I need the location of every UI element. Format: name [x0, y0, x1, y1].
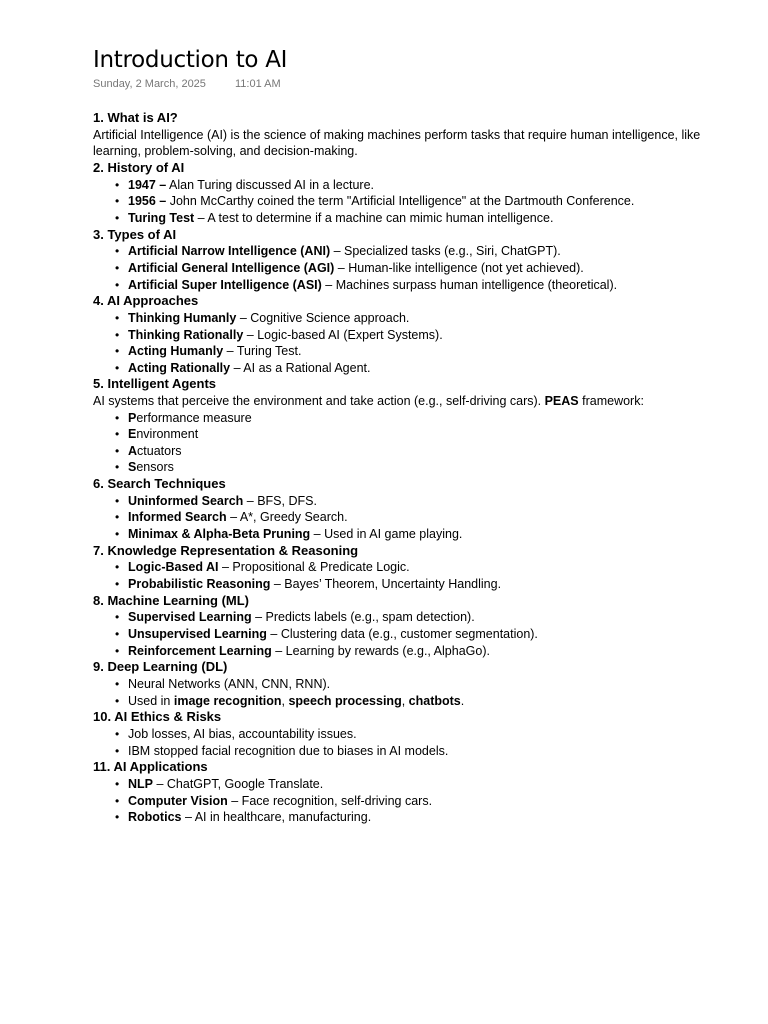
bold-text: Supervised Learning [128, 610, 252, 625]
bullet-list [93, 310, 738, 376]
bold-text: Minimax & Alpha-Beta Pruning [128, 527, 311, 542]
bullet-list [93, 177, 738, 227]
section-heading: 8. Machine Learning (ML) [93, 592, 250, 608]
bold-text: Thinking Humanly [128, 310, 237, 325]
section-heading: 1. What is AI? [93, 110, 178, 125]
bold-text: Artificial General Intelligence (AGI) [128, 260, 335, 275]
text-run: – Face recognition, self-driving cars. [227, 793, 433, 808]
list-item [128, 243, 738, 260]
text-run: John McCarthy coined the term "Artificial Intelligence" at the Dartmouth Conference. [166, 194, 635, 209]
bullet-list [93, 559, 738, 592]
list-item [128, 793, 738, 810]
list-item [128, 410, 738, 427]
text-run: – Logic-based AI (Expert Systems). [243, 327, 443, 342]
text-run: Used in [128, 693, 174, 708]
text-run: – AI in healthcare, manufacturing. [181, 810, 372, 825]
text-run: ensors [136, 460, 174, 475]
bold-text: Thinking Rationally [128, 327, 244, 342]
list-item [128, 426, 738, 443]
section-heading: 10. AI Ethics & Risks [93, 709, 222, 725]
bold-text: Probabilistic Reasoning [128, 577, 271, 592]
section-heading: 5. Intelligent Agents [93, 376, 217, 392]
bold-text: Artificial Narrow Intelligence (ANI) [128, 244, 331, 259]
bold-text: NLP [128, 776, 153, 791]
note-time: 11:01 AM [234, 78, 281, 90]
bold-text: Unsupervised Learning [128, 627, 267, 642]
list-item [128, 743, 738, 760]
text-run: IBM stopped facial recognition due to biases in AI models. [128, 743, 449, 758]
section-paragraph [93, 127, 738, 160]
list-item [128, 360, 738, 377]
list-item [128, 260, 738, 277]
list-item [128, 776, 738, 793]
section-heading: 9. Deep Learning (DL) [93, 659, 228, 675]
page-title[interactable]: Introduction to AI [93, 47, 288, 73]
bold-text: E [128, 427, 137, 442]
bold-text: Acting Humanly [128, 344, 224, 359]
bullet-list [93, 609, 738, 659]
text-run: erformance measure [136, 410, 252, 425]
text-run: – A*, Greedy Search. [226, 510, 348, 525]
section-heading: 4. AI Approaches [93, 293, 199, 309]
text-run: Neural Networks (ANN, CNN, RNN). [128, 677, 331, 692]
bold-text: speech processing [288, 693, 402, 708]
bold-text: PEAS [544, 394, 579, 409]
text-run: Alan Turing discussed AI in a lecture. [166, 177, 374, 192]
text-run: – ChatGPT, Google Translate. [153, 776, 324, 791]
note-date: Sunday, 2 March, 2025 [93, 78, 206, 90]
text-run: – Propositional & Predicate Logic. [218, 560, 410, 575]
bold-text: image recognition [173, 693, 282, 708]
list-item [128, 443, 738, 460]
list-item [128, 210, 738, 227]
list-item [128, 643, 738, 660]
text-run: , [401, 693, 409, 708]
list-item [128, 493, 738, 510]
text-run: Artificial Intelligence (AI) is the science of making machines perform tasks that require human intelligence, like learning, problem-solving, and decision-making. [93, 127, 701, 159]
bold-text: Robotics [128, 810, 182, 825]
bullet-list [93, 493, 738, 543]
text-run: – Bayes’ Theorem, Uncertainty Handling. [270, 577, 502, 592]
bullet-list [93, 243, 738, 293]
text-run: – Human-like intelligence (not yet achieved). [334, 260, 584, 275]
section-paragraph [93, 393, 738, 410]
list-item [128, 327, 738, 344]
list-item [128, 277, 738, 294]
text-run: – BFS, DFS. [243, 493, 317, 508]
list-item [128, 193, 738, 210]
section-heading: 11. AI Applications [93, 759, 208, 775]
list-item [128, 310, 738, 327]
text-run: ctuators [137, 443, 182, 458]
section-heading: 6. Search Techniques [93, 476, 226, 492]
list-item [128, 809, 738, 826]
text-run: – Learning by rewards (e.g., AlphaGo). [271, 643, 490, 658]
bold-text: Logic-Based AI [128, 560, 219, 575]
list-item [128, 459, 738, 476]
text-run: – Specialized tasks (e.g., Siri, ChatGPT). [330, 244, 561, 259]
bullet-list [93, 676, 738, 709]
bold-text: Uninformed Search [128, 493, 244, 508]
list-item [128, 509, 738, 526]
note-timestamp [93, 77, 748, 91]
section-heading: 2. History of AI [93, 159, 185, 175]
list-item [128, 609, 738, 626]
text-run: – AI as a Rational Agent. [230, 360, 371, 375]
bold-text: P [128, 410, 137, 425]
bold-text: Computer Vision [128, 793, 228, 808]
bold-text: 1947 – [128, 177, 167, 192]
section-heading: 3. Types of AI [93, 226, 177, 242]
bold-text: 1956 – [128, 194, 167, 209]
text-run: framework: [578, 394, 644, 409]
list-item [128, 177, 738, 194]
text-run: nvironment [136, 427, 199, 442]
list-item [128, 559, 738, 576]
text-run: – A test to determine if a machine can mimic human intelligence. [194, 210, 554, 225]
text-run: – Machines surpass human intelligence (theoretical). [321, 277, 618, 292]
text-run: . [460, 693, 465, 708]
list-item [128, 726, 738, 743]
note-body[interactable] [93, 110, 738, 826]
text-run: , [281, 693, 289, 708]
text-run: – Turing Test. [223, 344, 302, 359]
bold-text: Artificial Super Intelligence (ASI) [128, 277, 322, 292]
bold-text: S [128, 460, 137, 475]
text-run: – Cognitive Science approach. [236, 310, 410, 325]
list-item [128, 693, 738, 710]
list-item [128, 526, 738, 543]
list-item [128, 343, 738, 360]
bold-text: chatbots [408, 693, 461, 708]
list-item [128, 626, 738, 643]
text-run: – Predicts labels (e.g., spam detection). [251, 610, 475, 625]
text-run: Job losses, AI bias, accountability issues. [128, 727, 357, 741]
bold-text: Informed Search [128, 510, 227, 525]
bold-text: A [128, 443, 138, 458]
list-item [128, 676, 738, 693]
list-item [128, 576, 738, 593]
text-run: – Used in AI game playing. [310, 527, 463, 542]
text-run: AI systems that perceive the environment and take action (e.g., self-driving cars). [93, 394, 545, 409]
bold-text: Reinforcement Learning [128, 643, 272, 658]
bold-text: Acting Rationally [128, 360, 231, 375]
bullet-list [93, 726, 738, 759]
bullet-list [93, 410, 738, 476]
text-run: – Clustering data (e.g., customer segmentation). [266, 627, 538, 642]
section-heading: 7. Knowledge Representation & Reasoning [93, 542, 359, 558]
bullet-list [93, 776, 738, 826]
bold-text: Turing Test [128, 210, 195, 225]
